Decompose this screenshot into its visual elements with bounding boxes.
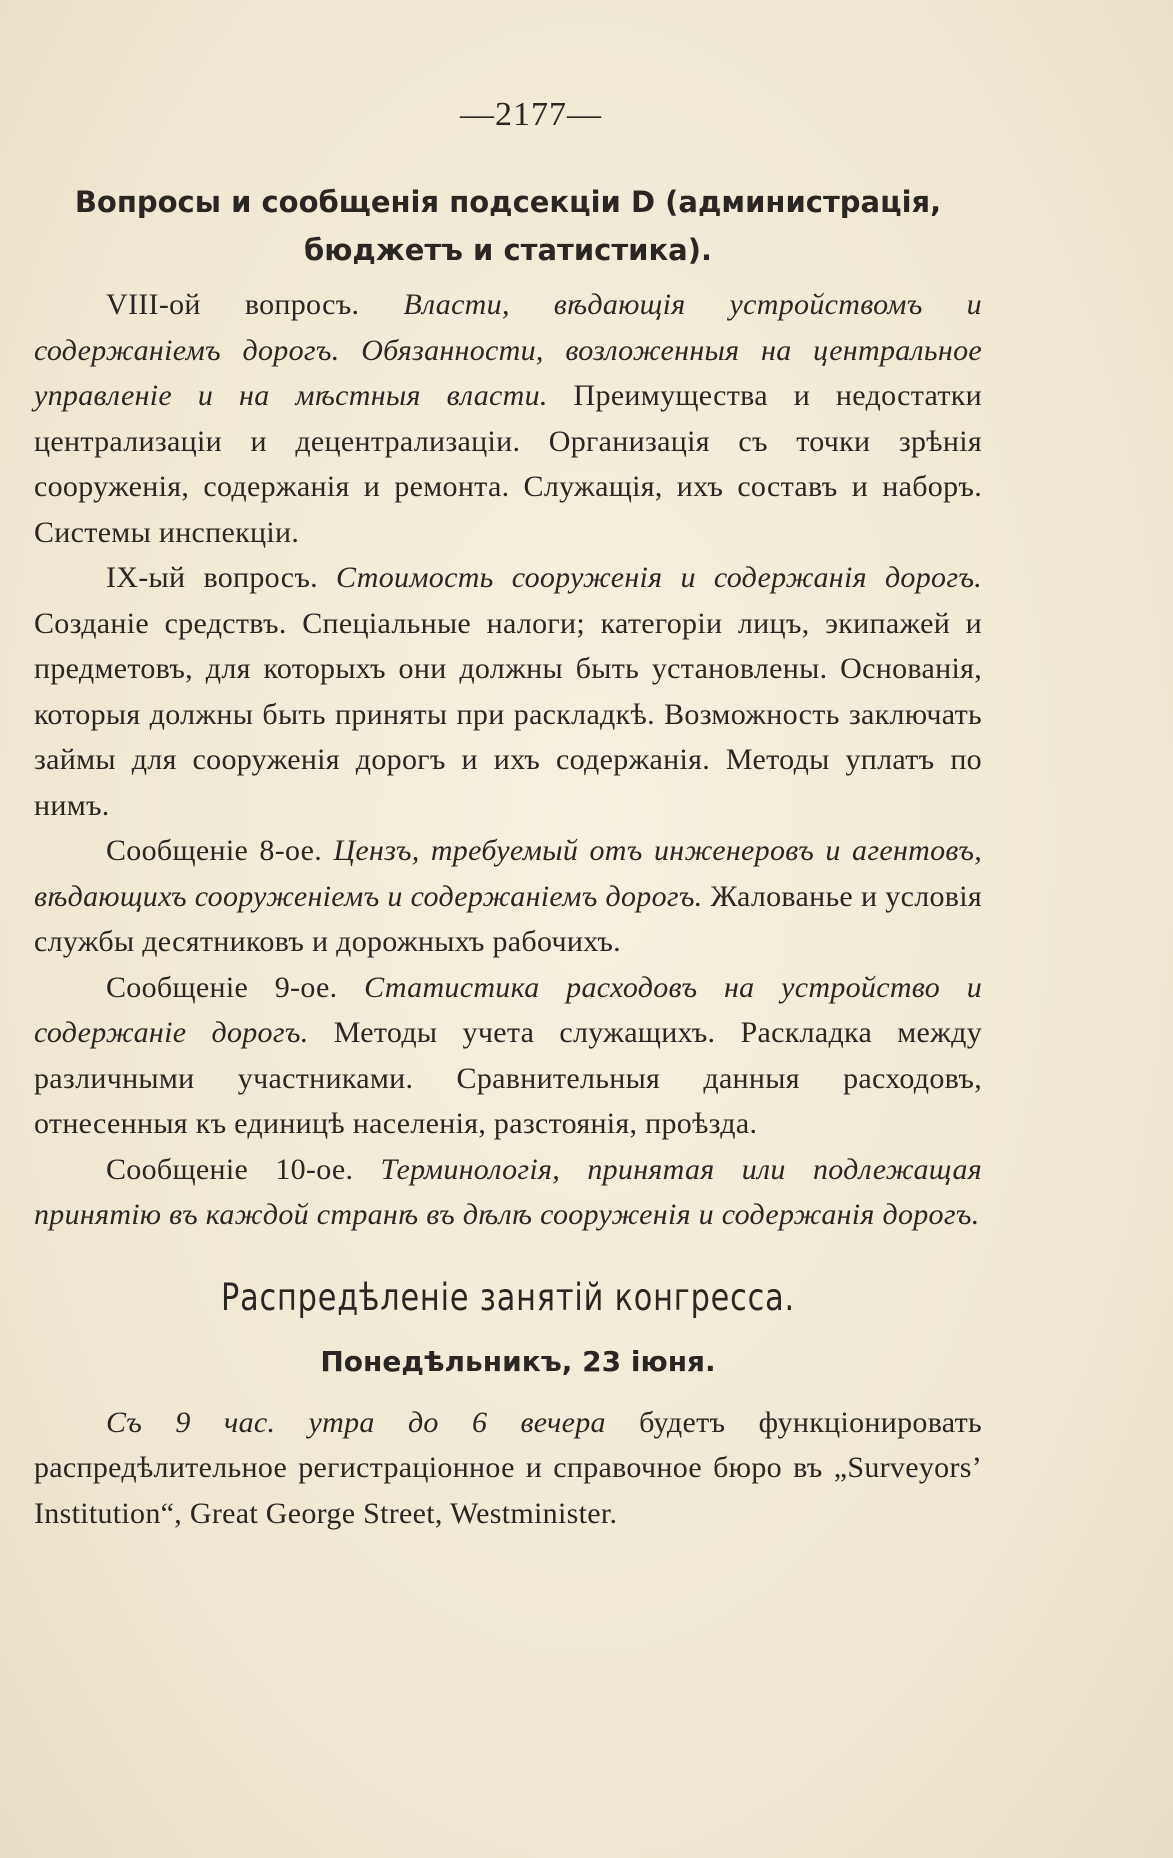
heading-line-2: бюджетъ и статистика). [303,233,713,267]
paragraph-lead: Сообщеніе 10-ое. [106,1152,381,1186]
page-content [34,96,982,1536]
paragraph-lead: Сообщеніе 8-ое. [106,834,334,867]
paragraph-italic: Терминологія, принятая или подлежащая принятію въ каждой странѣ въ дѣлѣ сооруженія и содержанія дорогъ. [34,1152,982,1231]
paragraph-italic: Стоимость сооруженія и содержанія дорогъ. [336,561,982,594]
paragraph-lead: IX-ый вопросъ. [106,561,337,594]
paragraph-body: Созданіе средствъ. Спеціальные налоги; категоріи лицъ, экипажей и предметовъ, для которыхъ они должны быть установлены. Основанія, которыя должны быть приняты при раскладкѣ. Возможность заключать займы для сооруженія дорогъ и ихъ содержанія. Методы уплатъ по нимъ. [34,606,982,822]
section-title: Распредѣленіе занятій конгресса. [220,1275,796,1319]
paragraph-report-8 [34,828,982,965]
paragraph-body: будетъ функціонировать распредѣлительное регистраціонное и справочное бюро въ „Surveyors’ Institution“, Great George Street, Westminister. [34,1405,982,1530]
paragraph-body: Методы учета служащихъ. Раскладка между различными участниками. Сравнительныя данныя расходовъ, отнесенныя къ единицѣ населенія, разстоянія, проѣзда. [34,1016,983,1140]
subsection-heading [34,178,982,274]
paragraph-italic: Цензъ, требуемый отъ инженеровъ и агентовъ, вѣдающихъ сооруженіемъ и содержаніемъ дорогъ. [34,834,983,913]
page-number: —2177— [460,96,602,133]
paragraph-italic: Власти, вѣдающія устройствомъ и содержаніемъ дорогъ. Обязанности, возложенныя на центральное управленіе и на мѣстныя власти. [34,288,982,412]
paragraph-italic: Съ 9 час. утра до 6 вечера [106,1405,606,1439]
paragraph-question-9 [34,555,982,828]
paragraph-schedule [34,1400,982,1537]
paragraph-lead: VIII-ой вопросъ. [106,288,404,321]
paragraph-report-10 [34,1147,982,1238]
paragraph-lead: Сообщеніе 9-ое. [106,970,365,1004]
paragraph-body: Жалованье и условія службы десятниковъ и дорожныхъ рабочихъ. [34,879,982,958]
heading-line-1: Вопросы и сообщенія подсекціи D (администрація, [74,185,942,219]
paragraph-question-8 [34,282,982,555]
paragraph-italic: Статистика расходовъ на устройство и содержаніе дорогъ. [34,970,982,1049]
paragraph-report-9 [34,965,982,1147]
paragraph-body: Преимущества и недостатки централизаціи и децентрализаціи. Организація съ точки зрѣнія сооруженія, содержанія и ремонта. Служащія, ихъ составъ и наборъ. Системы инспекціи. [34,379,982,549]
day-title: Понедѣльникъ, 23 іюня. [320,1344,716,1378]
